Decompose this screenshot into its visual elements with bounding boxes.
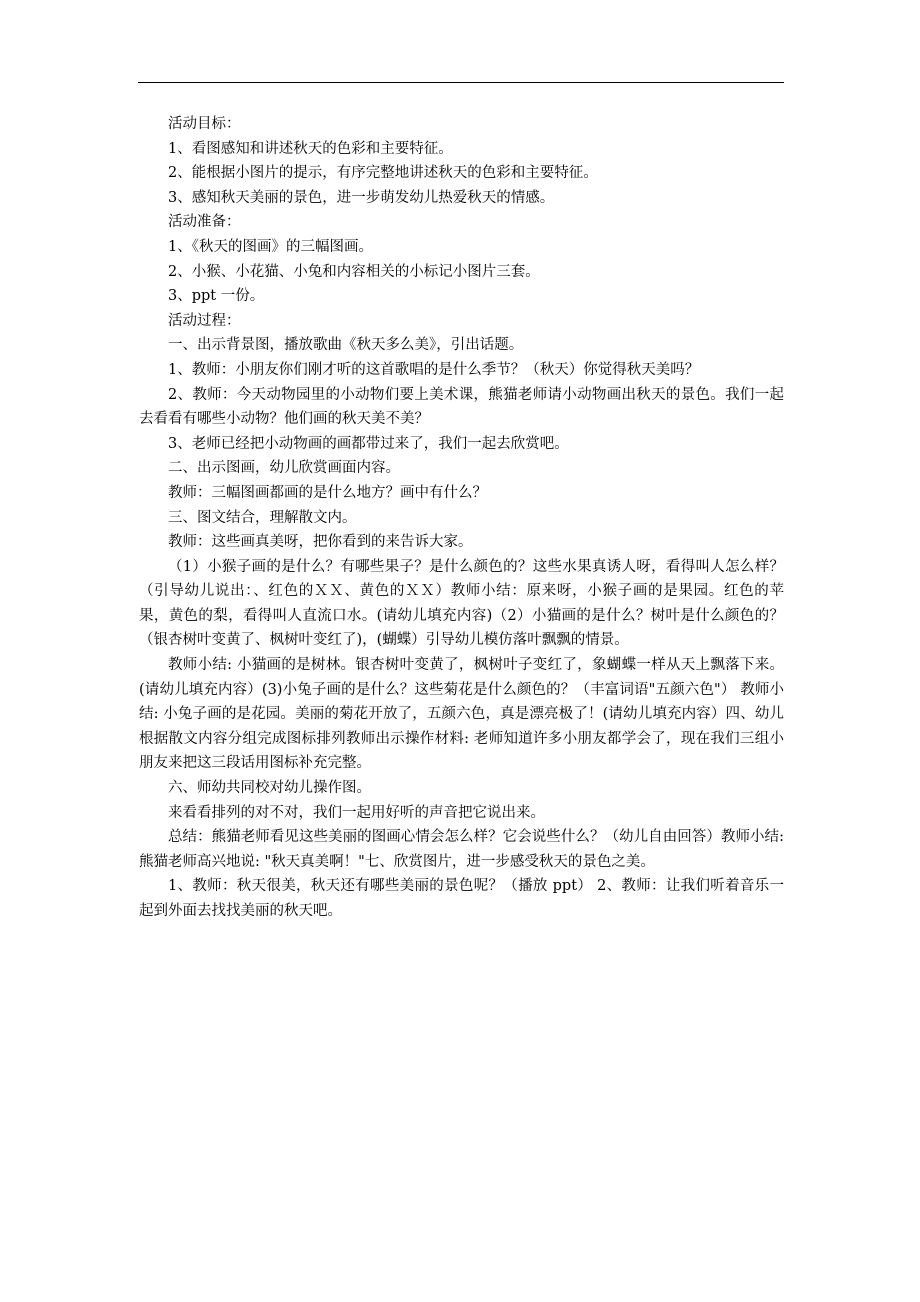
preparation-item: 3、ppt 一份。 <box>168 288 265 305</box>
summary-paragraph: 总结：熊猫老师看见这些美丽的图画心情会怎么样？它会说些什么？（幼儿自由回答）教师小结: 熊猫老师高兴地说: "秋天真美啊！"七、欣赏图片，进一步感受秋天的景色之美。 <box>139 829 784 870</box>
heading-goals: 活动目标： <box>168 116 241 132</box>
process-paragraph: 教师：这些画真美呀，把你看到的来告诉大家。 <box>168 534 473 551</box>
process-step: 一、出示背景图，播放歌曲《秋天多么美》，引出话题。 <box>168 337 524 354</box>
goal-item: 1、看图感知和讲述秋天的色彩和主要特征。 <box>168 140 453 157</box>
heading-preparation: 活动准备： <box>168 214 241 231</box>
heading-process: 活动过程： <box>168 312 241 329</box>
header-rule <box>138 82 784 83</box>
process-paragraph: 来看看排列的对不对，我们一起用好听的声音把它说出来。 <box>168 804 545 821</box>
process-paragraph: 3、老师已经把小动物画的画都带过来了，我们一起去欣赏吧。 <box>168 435 569 452</box>
process-paragraph: 2、教师：今天动物园里的小动物们要上美术课，熊猫老师请小动物画出秋天的景色。我们一起去看看有哪些小动物？他们画的秋天美不美？ <box>139 386 784 428</box>
process-paragraph: 1、教师：秋天很美，秋天还有哪些美丽的景色呢？（播放 ppt） 2、教师：让我们听着音乐一起到外面去找找美丽的秋天吧。 <box>139 878 784 919</box>
preparation-item: 1、《秋天的图画》的三幅图画。 <box>168 238 373 255</box>
document-body <box>139 112 784 924</box>
process-step: 三、图文结合，理解散文内。 <box>168 509 357 526</box>
process-step: 六、师幼共同校对幼儿操作图。 <box>168 780 371 797</box>
process-paragraph: 教师小结: 小猫画的是树林。银杏树叶变黄了，枫树叶子变红了，象蝴蝶一样从天上飘落下来。(请幼儿填充内容）(3)小兔子画的是什么？这些菊花是什么颜色的？（丰富词语"五颜六色"） 教师小结: 小兔子画的是花园。美丽的菊花开放了，五颜六色，真是漂亮极了！(请幼儿填充内容）四、幼儿根据散文内容分组完成图标排列教师出示操作材料: 老师知道许多小朋友都学会了，现在我们三组小朋友来把这三段话用图标补充完整。 <box>139 657 784 772</box>
goal-item: 3、感知秋天美丽的景色，进一步萌发幼儿热爱秋天的情感。 <box>168 189 555 206</box>
process-paragraph: 1、教师：小朋友你们刚才听的这首歌唱的是什么季节？（秋天）你觉得秋天美吗？ <box>168 361 700 378</box>
process-paragraph: 教师：三幅图画都画的是什么地方？画中有什么？ <box>168 484 487 501</box>
process-step: 二、出示图画，幼儿欣赏画面内容。 <box>168 460 400 477</box>
preparation-item: 2、小猴、小花猫、小兔和内容相关的小标记小图片三套。 <box>168 263 540 280</box>
process-paragraph: （1）小猴子画的是什么？有哪些果子？是什么颜色的？这些水果真诱人呀，看得叫人怎么样？（引导幼儿说出：、红色的ＸＸ、黄色的ＸＸ）教师小结：原来呀，小猴子画的是果园。红色的苹果，黄色的梨，看得叫人直流口水。(请幼儿填充内容)（2）小猫画的是什么？树叶是什么颜色的？（银杏树叶变黄了、枫树叶变红了)，(蝴蝶）引导幼儿模仿落叶飘飘的情景。 <box>139 558 784 649</box>
goal-item: 2、能根据小图片的提示，有序完整地讲述秋天的色彩和主要特征。 <box>168 165 598 182</box>
